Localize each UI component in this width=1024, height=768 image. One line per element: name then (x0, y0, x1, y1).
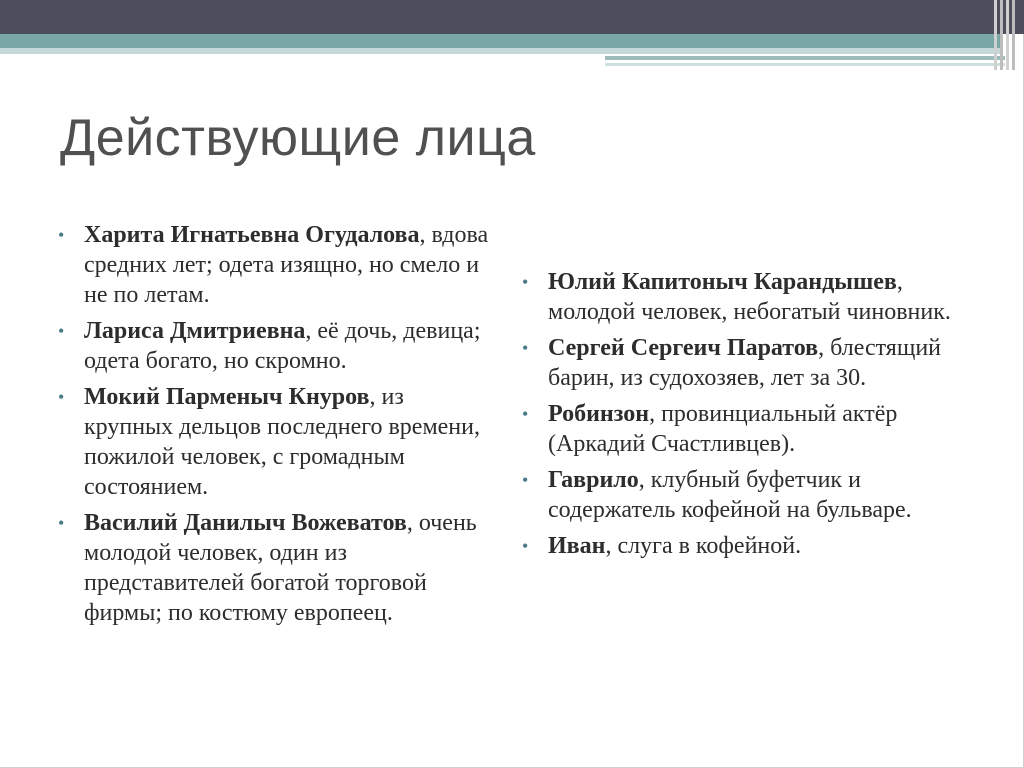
character-description: , очень молодой человек, один из представителей богатой торговой фирмы; по костюму европеец. (84, 510, 477, 626)
character-description: , вдова средних лет; одета изящно, но смело и не по летам. (84, 222, 489, 308)
bullet-icon: • (58, 321, 65, 341)
character-name: Гаврило (548, 467, 639, 493)
character-description: , из крупных дельцов последнего времени, пожилой человек, с громадным состоянием. (84, 384, 480, 500)
bullet-icon: • (522, 272, 529, 292)
bullet-icon: • (522, 338, 529, 358)
right-column-list (522, 267, 962, 567)
list-item (522, 531, 962, 561)
character-name: Сергей Сергеич Паратов (548, 335, 819, 361)
bullet-icon: • (522, 536, 529, 556)
bullet-icon: • (58, 513, 65, 533)
edge-line-4 (1012, 0, 1015, 70)
character-name: Робинзон (548, 401, 650, 427)
teal-stripe (0, 34, 1000, 48)
top-dark-bar (0, 0, 1024, 34)
character-description: , провинциальный актёр (Аркадий Счастливцев). (548, 401, 898, 457)
character-name: Василий Данилыч Вожеватов (84, 510, 407, 536)
character-name: Харита Игнатьевна Огудалова (84, 222, 420, 248)
list-item (522, 267, 962, 327)
list-item (522, 465, 962, 525)
bullet-icon: • (522, 404, 529, 424)
bullet-icon: • (58, 225, 65, 245)
character-description: , её дочь, девица; одета богато, но скромно. (84, 318, 481, 374)
edge-line-3 (1006, 0, 1009, 70)
character-name: Юлий Капитоныч Карандышев (548, 269, 897, 295)
character-description: , блестящий барин, из судохозяев, лет за 30. (548, 335, 942, 391)
right-stripe-2 (605, 63, 1005, 66)
left-column-list (58, 220, 498, 634)
edge-line-2 (1000, 0, 1003, 70)
list-item (58, 220, 498, 310)
top-decoration (0, 0, 1024, 80)
list-item (58, 508, 498, 628)
character-name: Иван (548, 533, 606, 559)
edge-line-1 (994, 0, 997, 70)
character-name: Мокий Парменыч Кнуров (84, 384, 370, 410)
list-item (58, 316, 498, 376)
list-item (58, 382, 498, 502)
right-stripe-1 (605, 56, 1005, 60)
character-description: , молодой человек, небогатый чиновник. (548, 269, 951, 325)
character-description: , клубный буфетчик и содержатель кофейной на бульваре. (548, 467, 912, 523)
bullet-icon: • (58, 387, 65, 407)
slide-title: Действующие лица (60, 109, 536, 167)
character-name: Лариса Дмитриевна (84, 318, 306, 344)
list-item (522, 399, 962, 459)
character-description: , слуга в кофейной. (605, 533, 802, 559)
light-stripe (0, 48, 1000, 54)
list-item (522, 333, 962, 393)
bullet-icon: • (522, 470, 529, 490)
